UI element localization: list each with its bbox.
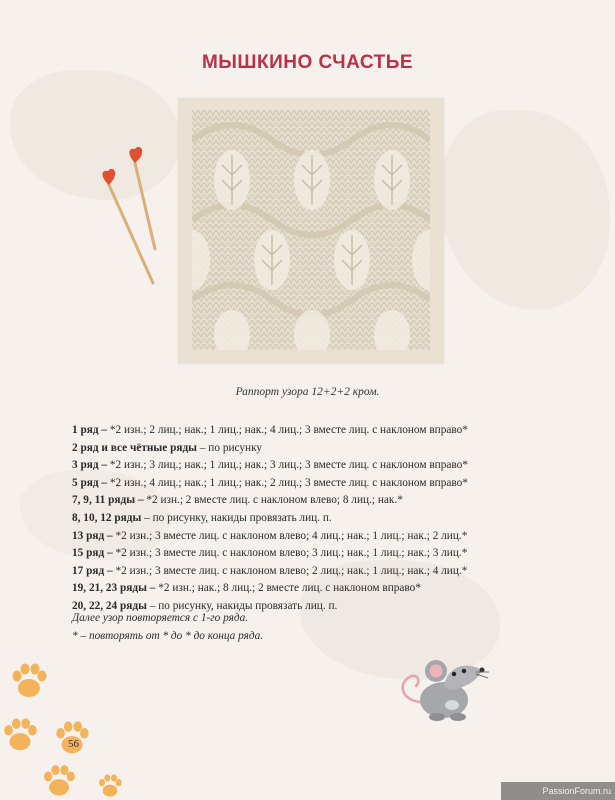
row-text: *2 изн.; 3 вместе лиц. с наклоном влево; 2 лиц.; нак.; 1 лиц.; нак.; 4 лиц.* <box>112 564 468 577</box>
background-map-shape <box>440 110 610 310</box>
paw-print-icon <box>40 762 78 800</box>
row-label: 1 ряд – <box>72 424 108 436</box>
row-text: *2 изн.; 2 вместе лиц. с наклоном влево; 8 лиц.; нак.* <box>143 494 403 507</box>
row-text: *2 изн.; 2 лиц.; нак.; 1 лиц.; нак.; 4 лиц.; 3 вместе лиц. с наклоном вправо* <box>107 424 468 436</box>
instruction-row <box>72 580 572 598</box>
instruction-row <box>72 457 572 475</box>
paw-print-icon <box>8 660 50 702</box>
paw-print-icon <box>0 715 40 755</box>
instruction-row <box>72 492 572 510</box>
repeat-note: Далее узор повторяется с 1-го ряда. <box>72 612 249 624</box>
pattern-repeat-caption: Раппорт узора 12+2+2 кром. <box>235 386 380 398</box>
instruction-row <box>72 528 572 546</box>
mouse-illustration <box>392 650 492 725</box>
row-label: 2 ряд и все чётные ряды <box>72 441 197 454</box>
knitting-needles-icon <box>95 145 165 290</box>
row-label: 3 ряд – <box>72 459 108 472</box>
row-label: 17 ряд – <box>72 564 113 577</box>
pattern-notes <box>72 610 552 645</box>
row-text: *2 изн.; 3 вместе лиц. с наклоном влево; 3 лиц.; нак.; 1 лиц.; нак.; 3 лиц.* <box>112 547 468 560</box>
asterisk-note: * – повторять от * до * до конца ряда. <box>72 629 264 642</box>
instruction-row <box>72 440 572 458</box>
instruction-row <box>72 475 572 493</box>
row-label: 19, 21, 23 ряды – <box>72 582 156 595</box>
row-text: *2 изн.; 3 вместе лиц. с наклоном влево; 4 лиц.; нак.; 1 лиц.; нак.; 2 лиц.* <box>112 529 468 542</box>
row-label: 20, 22, 24 ряды <box>72 599 147 612</box>
instruction-row <box>72 510 572 528</box>
row-label: 5 ряд – <box>72 476 108 489</box>
row-text: – по рисунку, накиды провязать лиц. п. <box>146 599 338 612</box>
row-label: 8, 10, 12 ряды <box>72 511 142 524</box>
page-title: МЫШКИНО СЧАСТЬЕ <box>201 52 414 73</box>
paw-print-icon <box>92 772 128 800</box>
watermark-credit: PassionForum.ru <box>501 782 615 800</box>
row-label: 13 ряд – <box>72 529 113 542</box>
row-instructions <box>72 422 572 616</box>
knit-swatch-photo <box>178 98 444 364</box>
instruction-row <box>72 545 572 563</box>
instruction-row <box>72 563 572 581</box>
row-label: 7, 9, 11 ряды – <box>72 494 144 507</box>
instruction-row <box>72 422 572 440</box>
lace-pattern-image <box>192 110 430 350</box>
row-text: *2 изн.; 4 лиц.; нак.; 1 лиц.; нак.; 2 лиц.; 3 вместе лиц. с наклоном вправо* <box>107 476 468 489</box>
row-text: *2 изн.; 3 лиц.; нак.; 1 лиц.; нак.; 3 лиц.; 3 вместе лиц. с наклоном вправо* <box>107 459 468 472</box>
row-text: *2 изн.; нак.; 8 лиц.; 2 вместе лиц. с наклоном вправо* <box>155 582 421 595</box>
page-number: 56 <box>68 738 79 750</box>
row-text: – по рисунку <box>197 441 263 454</box>
row-label: 15 ряд – <box>72 547 113 560</box>
row-text: – по рисунку, накиды провязать лиц. п. <box>141 511 332 524</box>
